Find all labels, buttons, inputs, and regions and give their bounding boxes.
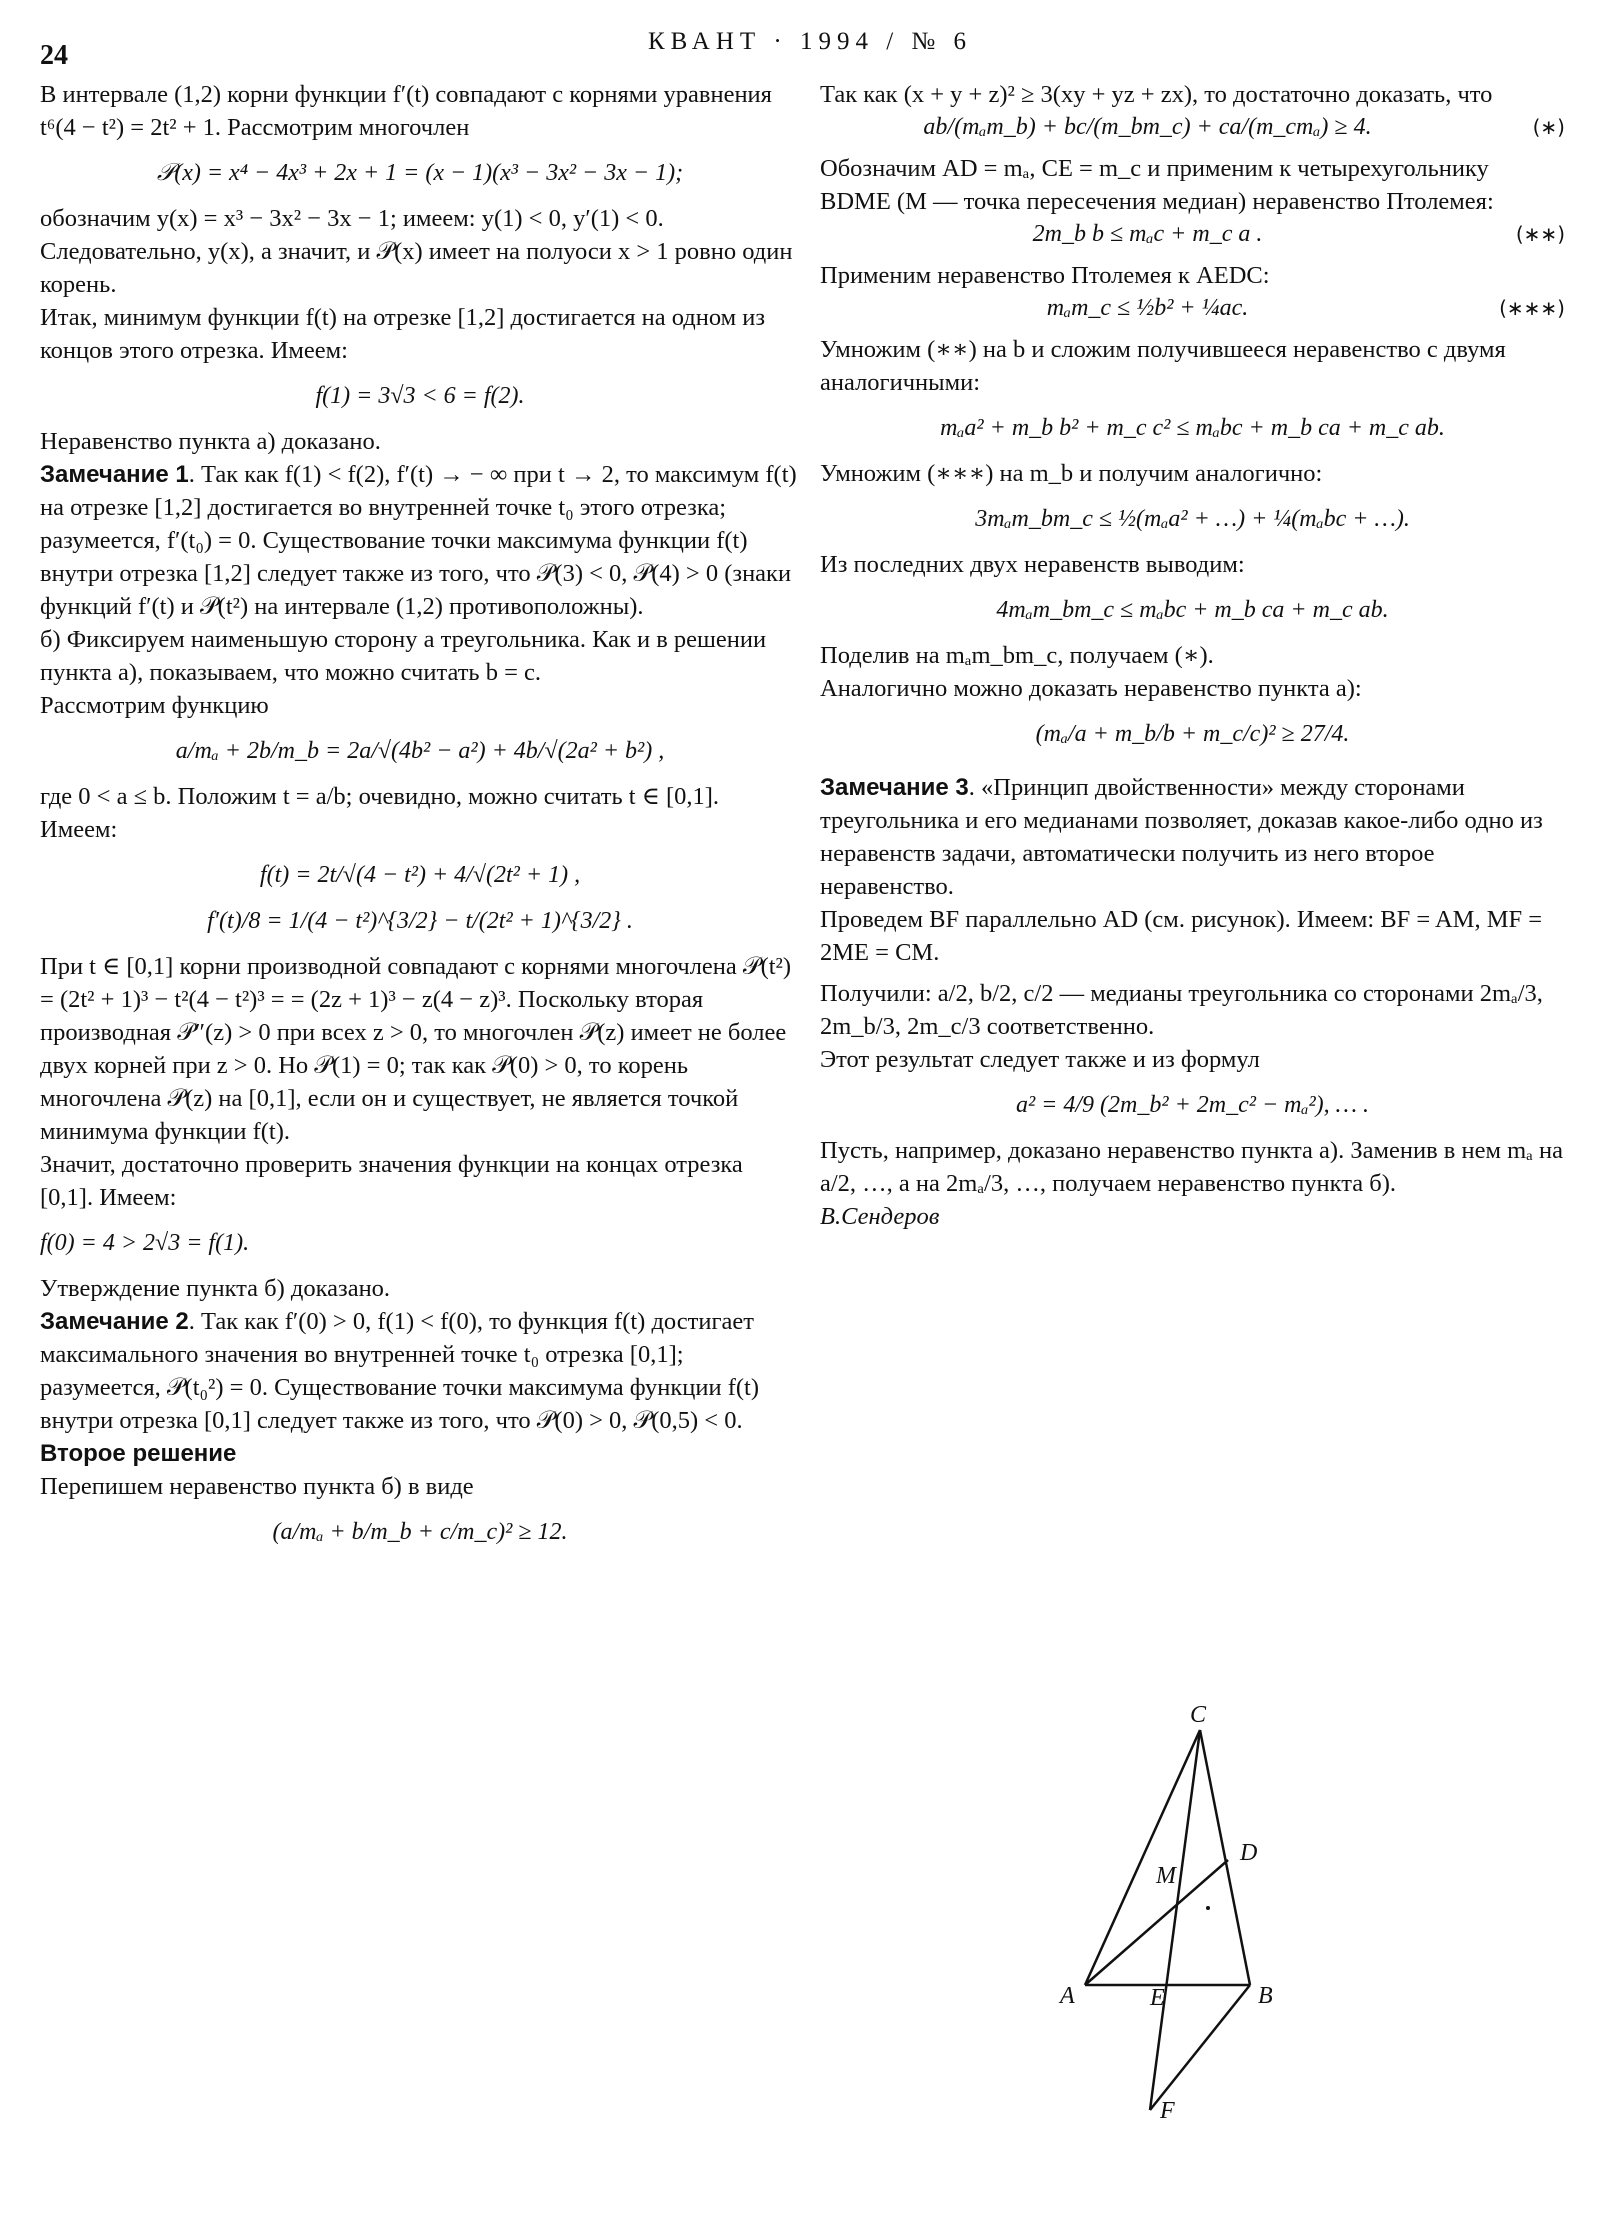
paragraph: Пусть, например, доказано неравенство пункта а). Заменив в нем mₐ на a/2, …, a на 2mₐ/3, …, получаем неравенство пункта б). (820, 1137, 1563, 1197)
paragraph: Получили: a/2, b/2, c/2 — медианы треугольника со сторонами 2mₐ/3, 2m_b/3, 2m_c/3 соответственно. (820, 980, 1543, 1040)
triangle-figure (1030, 1700, 1390, 2140)
paragraph: Умножим (∗∗) на b и сложим получившееся неравенство с двумя аналогичными: (820, 336, 1506, 396)
paragraph: Применим неравенство Птолемея к AEDC: (820, 262, 1270, 289)
author: В.Сендеров (820, 1203, 940, 1230)
remark-text: . Так как f′(0) > 0, f(1) < f(0), то функция f(t) достигает максимального значения во внутренней точке t₀ отрезка [0,1]; разумеется, 𝒫(t₀²) = 0. Существование точки максимума функции f(t) внутри отрезка [0,1] следует также из того, что 𝒫(0) > 0, 𝒫(0,5) < 0. (40, 1308, 760, 1434)
remark-text: . Так как f(1) < f(2), f′(t) → − ∞ при t → 2, то максимум f(t) на отрезке [1,2] достигается во внутренней точке t₀ этого отрезка; разумеется, f′(t₀) = 0. Существование точки максимума функции f(t) внутри отрезка [1,2] следует также из того, что 𝒫(3) < 0, 𝒫(4) > 0 (знаки функций f′(t) и 𝒫(t²) на интервале (1,2) противоположны). (40, 461, 797, 620)
label-m: M (1156, 1863, 1176, 1889)
equation-row (820, 218, 1565, 251)
equation-row (820, 111, 1565, 144)
left-column (40, 78, 800, 1561)
equation: mₐa² + m_b b² + m_c c² ≤ mₐbc + m_b ca + m_c ab. (940, 415, 1445, 441)
paragraph: При t ∈ [0,1] корни производной совпадают с корнями многочлена 𝒫(t²) = (2t² + 1)³ − t²(4 − t²)³ = = (2z + 1)³ − z(4 − z)³. Поскольку вторая производная 𝒫″(z) > 0 при всех z > 0, то многочлен 𝒫(z) имеет не более двух корней при z > 0. Но 𝒫(1) = 0; так как 𝒫(0) > 0, то корень многочлена 𝒫(z) на [0,1], если он и существует, не является точкой минимума функции f(t). (40, 953, 792, 1145)
paragraph: Перепишем неравенство пункта б) в виде (40, 1473, 474, 1500)
paragraph: Итак, минимум функции f(t) на отрезке [1,2] достигается на одном из концов этого отрезка. Имеем: (40, 304, 766, 364)
equation: a² = 4/9 (2m_b² + 2m_c² − mₐ²), … . (1015, 1092, 1370, 1118)
paragraph: Так как (x + y + z)² ≥ 3(xy + yz + zx), то достаточно доказать, что (820, 81, 1493, 108)
remark-title: Замечание 1 (40, 461, 189, 488)
label-b: B (1258, 1983, 1273, 2009)
label-f: F (1160, 2098, 1175, 2124)
paragraph: Из последних двух неравенств выводим: (820, 551, 1245, 578)
paragraph: обозначим y(x) = x³ − 3x² − 3x − 1; имеем: y(1) < 0, y′(1) < 0. Следовательно, y(x), а значит, и 𝒫(x) имеет на полуоси x > 1 ровно один корень. (40, 205, 793, 298)
equation: (a/mₐ + b/m_b + c/m_c)² ≥ 12. (272, 1519, 568, 1545)
equation: (mₐ/a + m_b/b + m_c/c)² ≥ 27/4. (1035, 721, 1350, 747)
equation-tag: (∗∗∗) (1499, 296, 1565, 320)
remark-title: Замечание 3 (820, 774, 969, 801)
paragraph: Значит, достаточно проверить значения функции на концах отрезка [0,1]. Имеем: (40, 1151, 743, 1211)
equation: 2m_b b ≤ mₐc + m_c a . (1032, 221, 1263, 247)
equation: mₐm_c ≤ ½b² + ¼ac. (1046, 295, 1249, 321)
page-number: 24 (40, 40, 68, 71)
equation: f(1) = 3√3 < 6 = f(2). (315, 383, 525, 409)
paragraph: Обозначим AD = mₐ, CE = m_c и применим к четырехугольнику BDME (M — точка пересечения медиан) неравенство Птолемея: (820, 155, 1494, 215)
label-e: E (1150, 1985, 1165, 2011)
paragraph: Аналогично можно доказать неравенство пункта а): (820, 675, 1362, 702)
equation: f(t) = 2t/√(4 − t²) + 4/√(2t² + 1) , (259, 862, 581, 888)
paragraph: Этот результат следует также и из формул (820, 1046, 1260, 1073)
paragraph: В интервале (1,2) корни функции f′(t) совпадают с корнями уравнения t⁶(4 − t²) = 2t² + 1. Рассмотрим многочлен (40, 81, 772, 141)
remark-1 (40, 458, 800, 623)
equation: 4mₐm_bm_c ≤ mₐbc + m_b ca + m_c ab. (996, 597, 1389, 623)
paragraph: Проведем BF параллельно AD (см. рисунок). Имеем: BF = AM, MF = 2ME = CM. (820, 906, 1543, 966)
equation: 3mₐm_bm_c ≤ ½(mₐa² + …) + ¼(mₐbc + …). (975, 506, 1410, 532)
equation: f(0) = 4 > 2√3 = f(1). (40, 1230, 250, 1256)
paragraph: где 0 < a ≤ b. Положим t = a/b; очевидно, можно считать t ∈ [0,1]. Имеем: (40, 783, 720, 843)
equation-tag: (∗) (1532, 115, 1565, 139)
paragraph: б) Фиксируем наименьшую сторону a треугольника. Как и в решении пункта а), показываем, что можно считать b = c. (40, 626, 767, 686)
equation: 𝒫(x) = x⁴ − 4x³ + 2x + 1 = (x − 1)(x³ − 3x² − 3x − 1); (156, 160, 684, 186)
remark-2 (40, 1305, 800, 1437)
paragraph: Поделив на mₐm_bm_c, получаем (∗). (820, 642, 1214, 669)
equation: a/mₐ + 2b/m_b = 2a/√(4b² − a²) + 4b/√(2a² + b²) , (175, 738, 665, 764)
equation-tag: (∗∗) (1515, 222, 1565, 246)
paragraph: Умножим (∗∗∗) на m_b и получим аналогично: (820, 460, 1323, 487)
label-d: D (1240, 1840, 1258, 1866)
remark-3 (820, 771, 1565, 903)
right-column (820, 78, 1565, 1233)
equation: f′(t)/8 = 1/(4 − t²)^{3/2} − t/(2t² + 1)^{3/2} . (207, 908, 633, 934)
paragraph: Утверждение пункта б) доказано. (40, 1275, 391, 1302)
section-title: Второе решение (40, 1440, 237, 1467)
journal-header: КВАНТ · 1994 / № 6 (647, 28, 973, 55)
label-a: A (1060, 1983, 1075, 2009)
label-c: C (1190, 1702, 1207, 1728)
dot-mark (1206, 1906, 1210, 1910)
equation-row (820, 292, 1565, 325)
remark-title: Замечание 2 (40, 1308, 189, 1335)
paragraph: Рассмотрим функцию (40, 692, 269, 719)
paragraph: Неравенство пункта а) доказано. (40, 428, 381, 455)
equation: ab/(mₐm_b) + bc/(m_bm_c) + ca/(m_cmₐ) ≥ 4. (923, 114, 1372, 140)
remark-text: . «Принцип двойственности» между сторонами треугольника и его медианами позволяет, доказав какое-либо одно из неравенств задачи, автоматически получить из него второе неравенство. (820, 774, 1543, 900)
